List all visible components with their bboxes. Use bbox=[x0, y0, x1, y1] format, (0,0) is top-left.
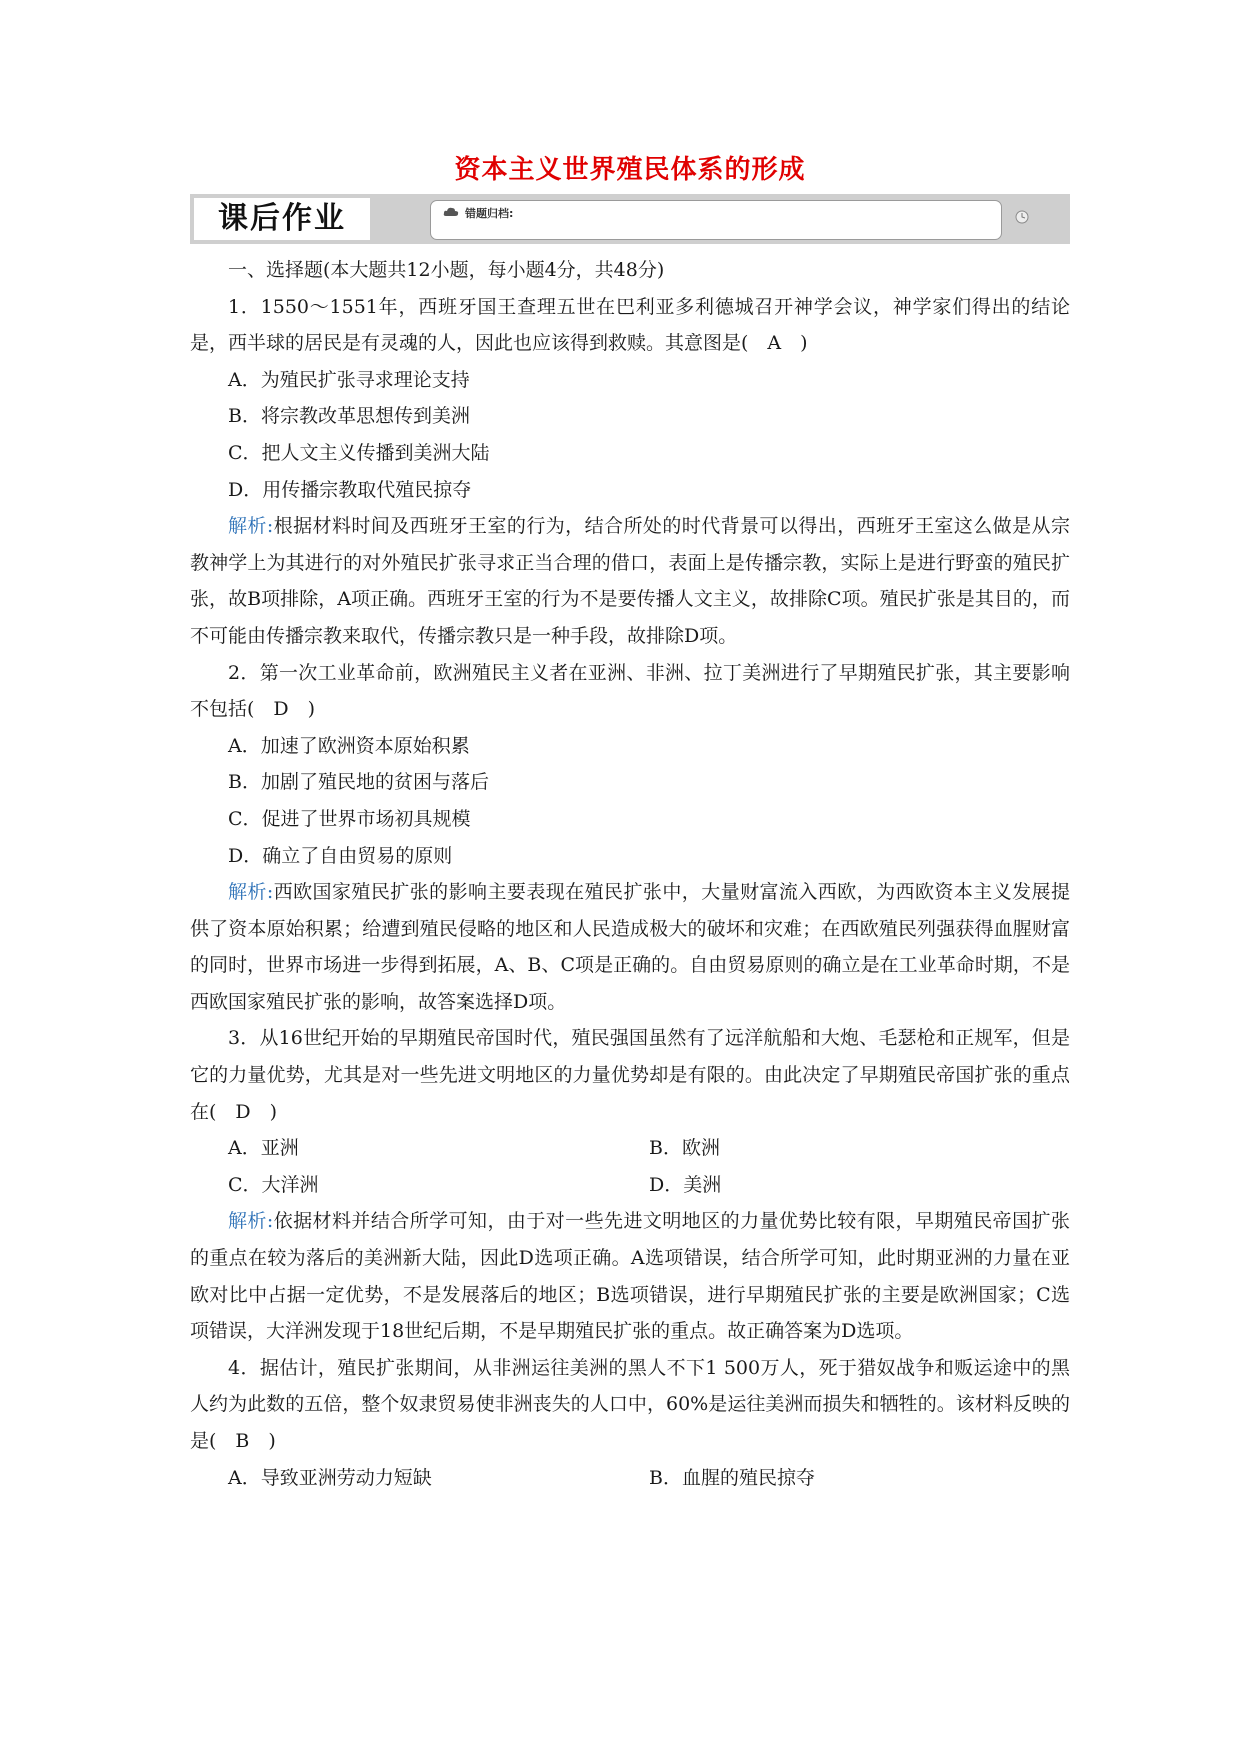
analysis bbox=[190, 874, 1070, 1020]
option: C．促进了世界市场初具规模 bbox=[228, 807, 471, 830]
analysis-label: 解析: bbox=[228, 881, 274, 904]
option: A．加速了欧洲资本原始积累 bbox=[228, 734, 470, 757]
analysis-label: 解析: bbox=[228, 1210, 274, 1233]
analysis-text: 西欧国家殖民扩张的影响主要表现在殖民扩张中，大量财富流入西欧，为西欧资本主义发展提供了资本原始积累；给遭到殖民侵略的地区和人民造成极大的破坏和灾难；在西欧殖民列强获得血腥财富的同时，世界市场进一步得到拓展，A、B、C项是正确的。自由贸易原则的确立是在工业革命时期，不是西欧国家殖民扩张的影响，故答案选择D项。 bbox=[190, 881, 1070, 1013]
clock-icon bbox=[1015, 210, 1029, 224]
question-stem: 4．据估计，殖民扩张期间，从非洲运往美洲的黑人不下1 500万人，死于猎奴战争和贩运途中的黑人约为此数的五倍，整个奴隶贸易使非洲丧失的人口中，60%是运往美洲而损失和牺牲的。该材料反映的是( B ) bbox=[190, 1356, 1070, 1452]
question-stem: 2．第一次工业革命前，欧洲殖民主义者在亚洲、非洲、拉丁美洲进行了早期殖民扩张，其主要影响不包括( D ) bbox=[190, 661, 1070, 721]
analysis bbox=[190, 1203, 1070, 1349]
option: D．美洲 bbox=[649, 1173, 722, 1196]
cloud-icon bbox=[443, 207, 459, 217]
analysis bbox=[190, 508, 1070, 654]
option: C．大洋洲 bbox=[228, 1173, 319, 1196]
page bbox=[190, 150, 1070, 1496]
homework-band bbox=[190, 194, 1070, 244]
option: B．将宗教改革思想传到美洲 bbox=[228, 405, 470, 428]
option: D．确立了自由贸易的原则 bbox=[228, 844, 453, 867]
question-stem: 1．1550～1551年，西班牙国王查理五世在巴利亚多利德城召开神学会议，神学家们得出的结论是，西半球的居民是有灵魂的人，因此也应该得到救赎。其意图是( A ) bbox=[190, 295, 1070, 355]
section-heading: 一、选择题(本大题共12小题，每小题4分，共48分) bbox=[228, 259, 665, 281]
option: A．为殖民扩张寻求理论支持 bbox=[228, 368, 470, 391]
option: C．把人文主义传播到美洲大陆 bbox=[228, 441, 490, 464]
option: A．亚洲 bbox=[228, 1137, 299, 1160]
option-row bbox=[190, 1130, 1070, 1167]
error-archive-box[interactable] bbox=[430, 200, 1002, 240]
option: B．欧洲 bbox=[649, 1137, 720, 1160]
homework-label: 课后作业 bbox=[194, 198, 370, 240]
option-row bbox=[190, 1167, 1070, 1204]
analysis-text: 依据材料并结合所学可知，由于对一些先进文明地区的力量优势比较有限，早期殖民帝国扩张的重点在较为落后的美洲新大陆，因此D选项正确。A选项错误，结合所学可知，此时期亚洲的力量在亚欧对比中占据一定优势，不是发展落后的地区；B选项错误，进行早期殖民扩张的主要是欧洲国家；C选项错误，大洋洲发现于18世纪后期，不是早期殖民扩张的重点。故正确答案为D选项。 bbox=[190, 1210, 1070, 1343]
content bbox=[190, 252, 1070, 1496]
option: B．血腥的殖民掠夺 bbox=[649, 1466, 815, 1489]
error-archive-label: 错题归档: bbox=[465, 207, 514, 220]
analysis-label: 解析: bbox=[228, 515, 274, 538]
option: A．导致亚洲劳动力短缺 bbox=[228, 1466, 432, 1489]
page-title: 资本主义世界殖民体系的形成 bbox=[454, 155, 806, 185]
option: D．用传播宗教取代殖民掠夺 bbox=[228, 478, 472, 501]
option: B．加剧了殖民地的贫困与落后 bbox=[228, 771, 489, 794]
option-row bbox=[190, 1460, 1070, 1497]
analysis-text: 根据材料时间及西班牙王室的行为，结合所处的时代背景可以得出，西班牙王室这么做是从宗教神学上为其进行的对外殖民扩张寻求正当合理的借口，表面上是传播宗教，实际上是进行野蛮的殖民扩张，故B项排除，A项正确。西班牙王室的行为不是要传播人文主义，故排除C项。殖民扩张是其目的，而不可能由传播宗教来取代，传播宗教只是一种手段，故排除D项。 bbox=[190, 515, 1070, 647]
question-stem: 3．从16世纪开始的早期殖民帝国时代，殖民强国虽然有了远洋航船和大炮、毛瑟枪和正规军，但是它的力量优势，尤其是对一些先进文明地区的力量优势却是有限的。由此决定了早期殖民帝国扩张的重点在( D ) bbox=[190, 1027, 1070, 1123]
